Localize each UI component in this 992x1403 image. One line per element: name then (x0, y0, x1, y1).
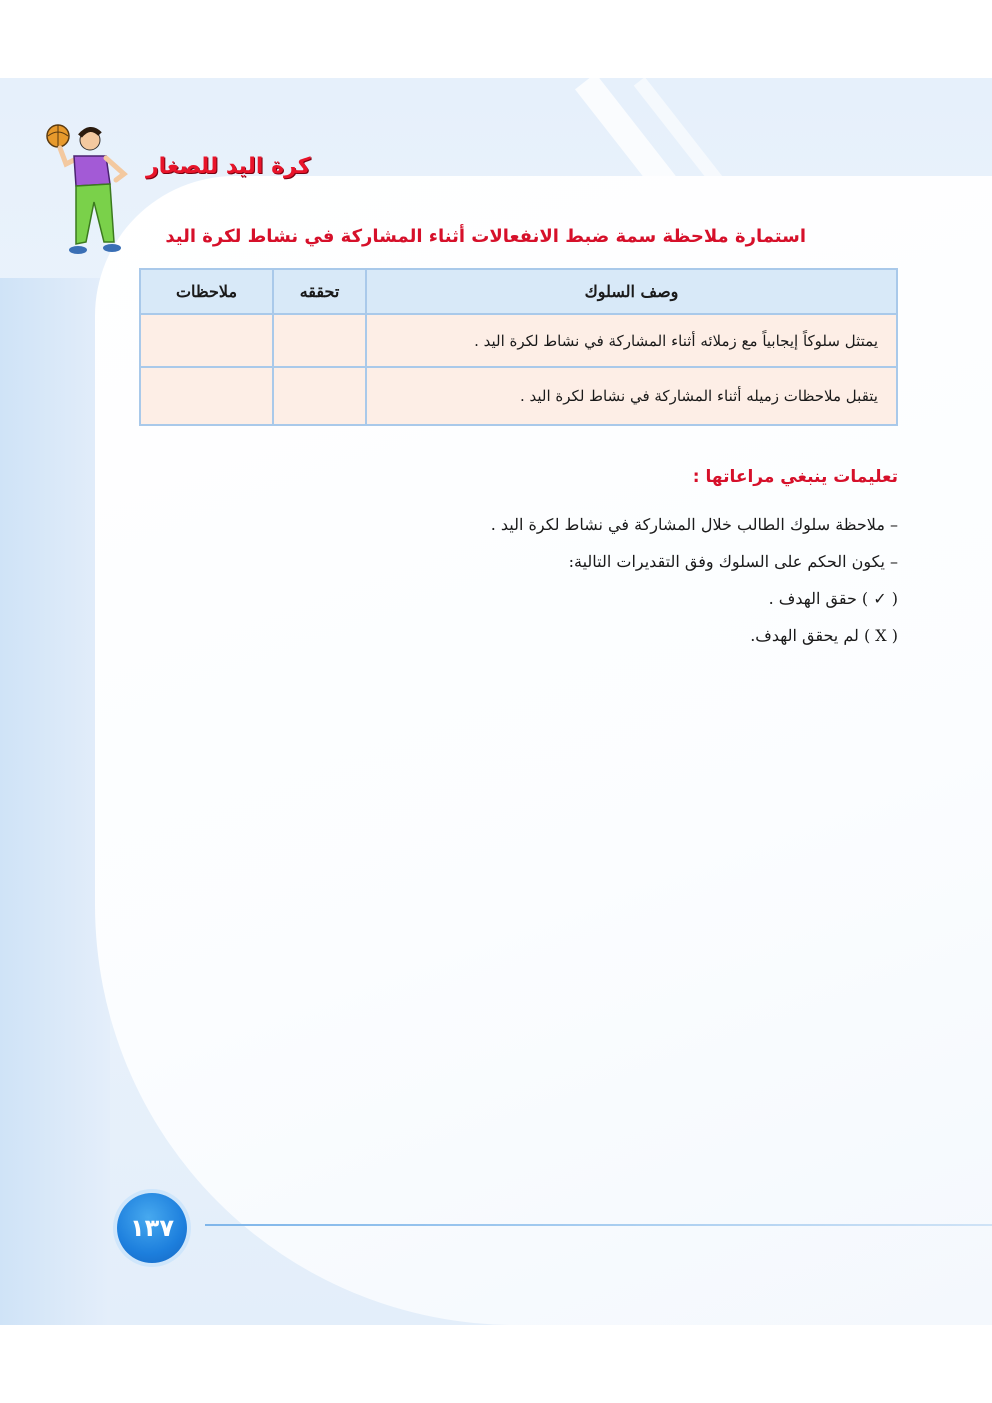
instructions-title: تعليمات ينبغي مراعاتها : (692, 467, 898, 487)
notes-cell[interactable] (140, 314, 273, 367)
table-row (140, 314, 897, 367)
achieved-cell[interactable] (273, 314, 366, 367)
achieved-cell[interactable] (273, 367, 366, 425)
table-header-row (140, 269, 897, 314)
column-header-notes: ملاحظات (140, 269, 273, 314)
behavior-description-cell: يمتثل سلوكاً إيجابياً مع زملائه أثناء المشاركة في نشاط لكرة اليد . (366, 314, 897, 367)
left-band (0, 278, 110, 1325)
behavior-description-cell: يتقبل ملاحظات زميله أثناء المشاركة في نشاط لكرة اليد . (366, 367, 897, 425)
instructions-list (198, 512, 898, 660)
instruction-line: – ملاحظة سلوك الطالب خلال المشاركة في نشاط لكرة اليد . (490, 515, 898, 534)
instruction-line: ( ✓ ) حقق الهدف . (768, 589, 898, 608)
page-background (0, 78, 992, 1325)
footer-divider (205, 1224, 992, 1226)
instruction-line: – يكون الحكم على السلوك وفق التقديرات التالية: (568, 552, 898, 571)
instruction-line: ( X ) لم يحقق الهدف. (750, 626, 898, 645)
table-row (140, 367, 897, 425)
page-number-badge (117, 1193, 187, 1263)
page-number: ١٣٧ (130, 1214, 174, 1242)
column-header-achieved: تحققه (273, 269, 366, 314)
form-title: استمارة ملاحظة سمة ضبط الانفعالات أثناء المشاركة في نشاط لكرة اليد (165, 226, 806, 247)
handball-player-illustration (40, 122, 140, 262)
observation-table (139, 268, 898, 426)
notes-cell[interactable] (140, 367, 273, 425)
column-header-description: وصف السلوك (366, 269, 897, 314)
book-title: كرة اليد للصغار (146, 154, 311, 179)
